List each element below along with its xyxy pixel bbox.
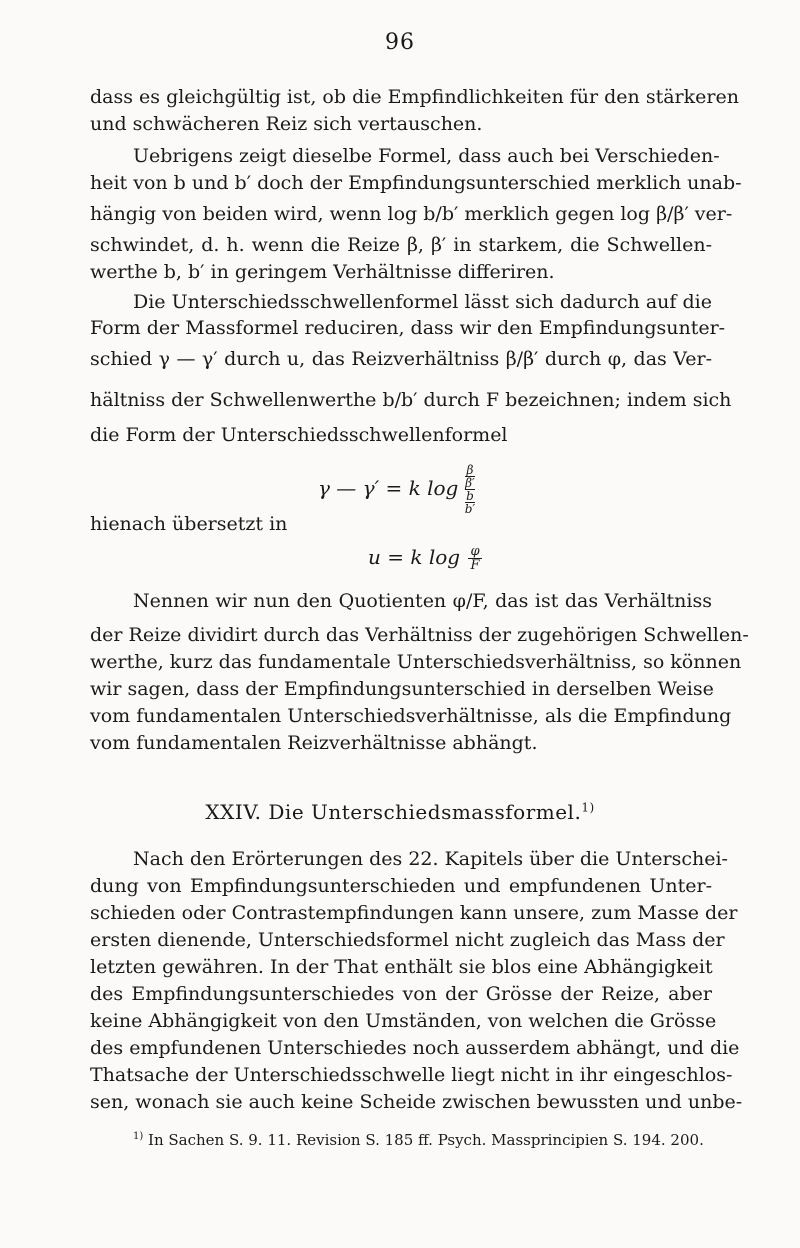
footnote-reference: 1) <box>581 800 595 815</box>
section-heading <box>0 800 800 824</box>
text-line: dung von Empfindungsunterschieden und empfundenen Unter- <box>90 875 712 897</box>
footnote-text: In Sachen S. 9. 11. Revision S. 185 ff. Psych. Massprincipien S. 194. 200. <box>148 1131 704 1149</box>
section-heading-text: XXIV. Die Unterschiedsmassformel. <box>205 800 582 824</box>
text-line: werthe, kurz das fundamentale Unterschiedsverhältniss, so können <box>90 651 742 673</box>
formula-sensation-difference <box>368 544 484 572</box>
text-line: der Reize dividirt durch das Verhältniss der zugehörigen Schwellen- <box>90 624 749 646</box>
text-line: heit von b und b′ doch der Empfindungsunterschied merklich unab- <box>90 172 742 194</box>
text-line: Nach den Erörterungen des 22. Kapitels über die Unterschei- <box>133 848 728 870</box>
text-line: des Empfindungsunterschiedes von der Grösse der Reize, aber <box>90 983 712 1005</box>
text-line: hienach übersetzt in <box>90 513 288 535</box>
fraction-numerator: β β′ <box>465 463 475 490</box>
text-line: dass es gleichgültig ist, ob die Empfindlichkeiten für den stärkeren <box>90 86 739 108</box>
text-line: sen, wonach sie auch keine Scheide zwischen bewussten und unbe- <box>90 1091 743 1113</box>
text-line: schied γ — γ′ durch u, das Reizverhältniss β/β′ durch φ, das Ver- <box>90 348 712 370</box>
text-line: vom fundamentalen Unterschiedsverhältnisse, als die Empfindung <box>90 705 732 727</box>
fraction: $\frac{\varphi}{F}$ <box>470 544 480 573</box>
text-line: und schwächeren Reiz sich vertauschen. <box>90 113 483 135</box>
compound-fraction <box>465 464 475 515</box>
text-line: werthe b, b′ in geringem Verhältnisse differiren. <box>90 261 555 283</box>
text-line: vom fundamentalen Reizverhältnisse abhängt. <box>90 732 538 754</box>
text-line: wir sagen, dass der Empfindungsunterschied in derselben Weise <box>90 678 714 700</box>
text-line: Uebrigens zeigt dieselbe Formel, dass auch bei Verschieden- <box>133 145 720 167</box>
text-line: Form der Massformel reduciren, dass wir den Empfindungsunter- <box>90 317 726 339</box>
text-line: die Form der Unterschiedsschwellenformel <box>90 424 508 446</box>
page-number: 96 <box>385 30 415 55</box>
text-line: des empfundenen Unterschiedes noch ausserdem abhängt, und die <box>90 1037 740 1059</box>
formula-lhs: γ — γ′ = k log <box>318 476 459 500</box>
footnote <box>133 1127 713 1150</box>
text-line: hältniss der Schwellenwerthe b/b′ durch F bezeichnen; indem sich <box>90 389 732 411</box>
text-line: keine Abhängigkeit von den Umständen, von welchen die Grösse <box>90 1010 717 1032</box>
text-line: hängig von beiden wird, wenn log b/b′ merklich gegen log β/β′ ver- <box>90 203 733 225</box>
text-line: ersten dienende, Unterschiedsformel nicht zugleich das Mass der <box>90 929 725 951</box>
text-line: Nennen wir nun den Quotienten φ/F, das ist das Verhältniss <box>133 590 712 612</box>
formula-lhs: u = k log <box>368 545 461 569</box>
formula-difference-threshold <box>318 464 475 515</box>
fraction-denominator: b b′ <box>464 489 476 516</box>
text-line: schwindet, d. h. wenn die Reize β, β′ in starkem, die Schwellen- <box>90 234 712 256</box>
text-line: Thatsache der Unterschiedsschwelle liegt nicht in ihr eingeschlos- <box>90 1064 733 1086</box>
text-line: Die Unterschiedsschwellenformel lässt sich dadurch auf die <box>133 291 712 313</box>
text-line: schieden oder Contrastempfindungen kann unsere, zum Masse der <box>90 902 738 924</box>
footnote-mark: 1) <box>133 1131 144 1142</box>
text-line: letzten gewähren. In der That enthält sie blos eine Abhängigkeit <box>90 956 713 978</box>
